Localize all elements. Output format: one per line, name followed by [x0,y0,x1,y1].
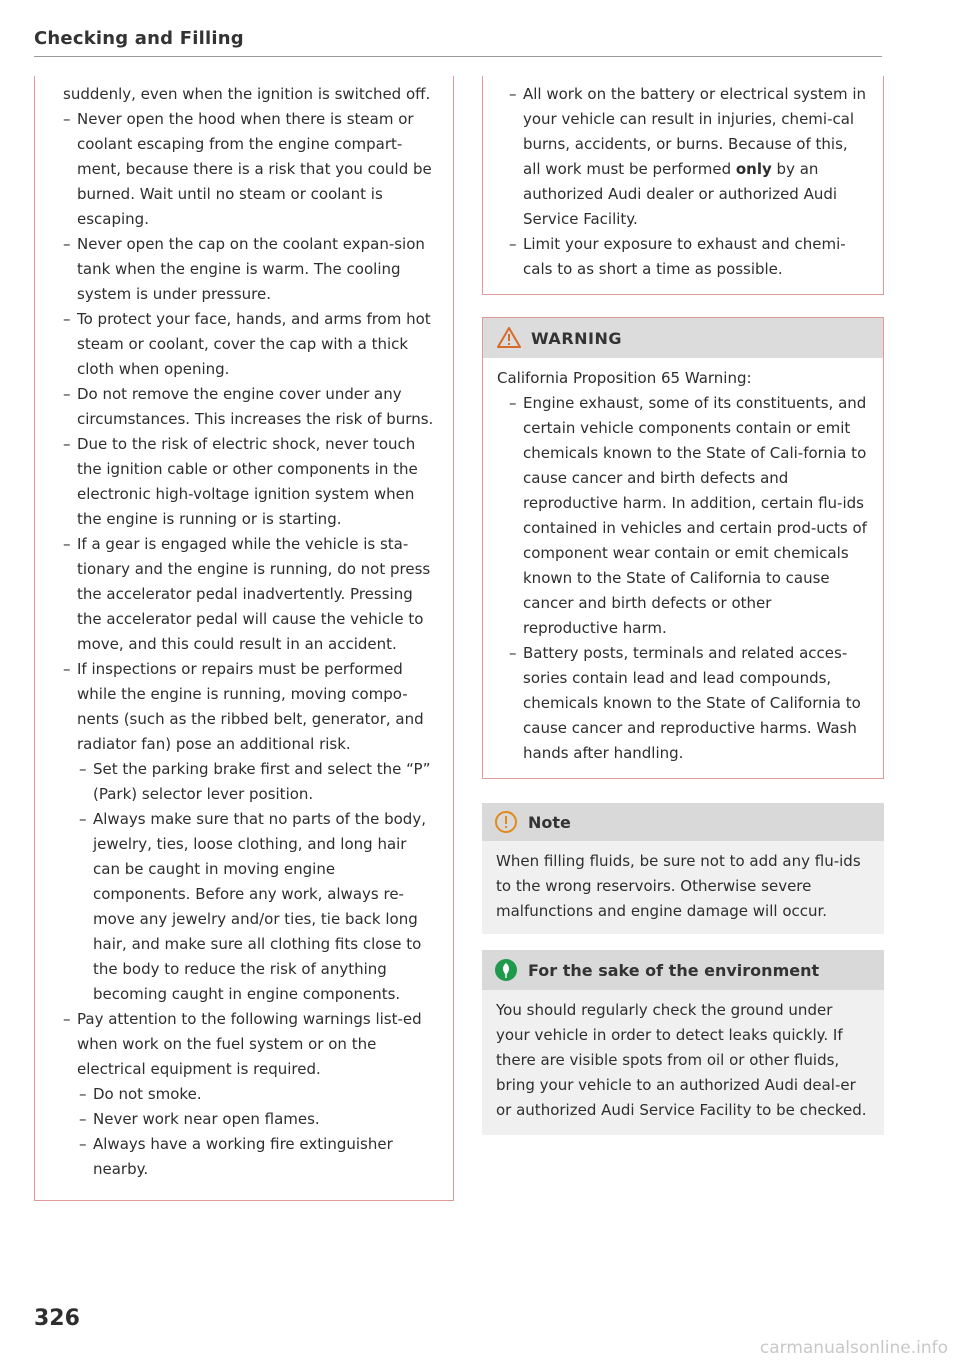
warning-title: WARNING [531,328,622,348]
leaf-circle-icon [494,958,518,982]
environment-text: You should regularly check the ground under your vehicle in order to detect leaks quickly. If there are visible spots from oil or other fluids, bring your vehicle to an authorized Audi deal-er or authorized Audi Service Facility to be checked. [496,1001,867,1119]
sub-list-item: – Set the parking brake first and select the “P” (Park) selector lever position. [79,760,431,803]
sub-list-item: – Always make sure that no parts of the body, jewelry, ties, loose clothing, and long hair can be caught in moving engine components. Before any work, always re-move any jewelry and/or ties, tie back long hair, and make sure all clothing fits close to the body to reduce the risk of anything becoming caught in engine components. [79,810,426,1003]
note-text: When filling fluids, be sure not to add any flu-ids to the wrong reservoirs. Otherwise severe malfunctions and engine damage will occur. [496,852,861,920]
list-item: – Pay attention to the following warnings list-ed when work on the fuel system or on the electrical equipment is required. [63,1010,422,1078]
list-item: suddenly, even when the ignition is switched off. [63,85,431,103]
page-number: 326 [34,1306,80,1331]
environment-header [482,950,884,990]
environment-box [482,950,884,1135]
emphasis-text: only [735,160,772,178]
warning-continuation-box-right [482,76,884,295]
warning-triangle-icon [497,326,521,350]
note-box [482,803,884,934]
list-item: – Do not remove the engine cover under any circumstances. This increases the risk of burns. [63,385,434,428]
warning-intro: California Proposition 65 Warning: [497,369,752,387]
note-header [482,803,884,841]
sub-list-item: – Never work near open flames. [79,1110,320,1128]
list-item: – Never open the hood when there is steam or coolant escaping from the engine compart-ment, because there is a risk that you could be burned. Wait until no steam or coolant is escaping. [63,110,432,228]
list-item: – If a gear is engaged while the vehicle is sta-tionary and the engine is running, do not press the accelerator pedal inadvertently. Pressing the accelerator pedal will cause the vehicle to move, and this could result in an accident. [63,535,431,653]
list-item: – To protect your face, hands, and arms from hot steam or coolant, cover the cap with a thick cloth when opening. [63,310,431,378]
note-title: Note [528,812,571,832]
sub-list-item: – Do not smoke. [79,1085,202,1103]
watermark: carmanualsonline.info [759,1338,948,1358]
environment-title: For the sake of the environment [528,960,820,980]
note-body [482,841,884,934]
environment-body [482,990,884,1135]
list-item: – Never open the cap on the coolant expan-sion tank when the engine is warm. The cooling system is under pressure. [63,235,425,303]
warning-body [483,358,883,778]
list-item: – Limit your exposure to exhaust and chemi-cals to as short a time as possible. [509,235,846,278]
list-item: – Engine exhaust, some of its constituents, and certain vehicle components contain or emit chemicals known to the State of Cali-fornia to cause cancer and birth defects and reproductive harm. In addition, certain flu-ids contained in vehicles and certain prod-ucts of component wear contain or emit chemicals known to the State of California to cause cancer and birth defects or other reproductive harm. [509,394,867,637]
left-column [34,76,454,1201]
warning-header [483,318,883,358]
list-item: – If inspections or repairs must be performed while the engine is running, moving compo-nents (such as the ribbed belt, generator, and radiator fan) pose an additional risk. [63,660,424,753]
exclamation-circle-icon [494,810,518,834]
list-item: – Battery posts, terminals and related acces-sories contain lead and lead compounds, chemicals known to the State of California to cause cancer and reproductive harms. Wash hands after handling. [509,644,861,762]
sub-list-item: – Always have a working fire extinguisher nearby. [79,1135,393,1178]
page-header [34,26,882,57]
list-item: – Due to the risk of electric shock, never touch the ignition cable or other components in the electronic high-voltage ignition system when the engine is running or is starting. [63,435,418,528]
section-title: Checking and Filling [34,28,244,49]
warning-box [482,317,884,779]
warning-continuation-box [34,76,454,1201]
right-column [482,76,884,1135]
list-item: – All work on the battery or electrical system in your vehicle can result in injuries, chemi-cal burns, accidents, or burns. Because of this, all work must be performed only by an authorized Audi dealer or authorized Audi Service Facility. [509,85,867,228]
